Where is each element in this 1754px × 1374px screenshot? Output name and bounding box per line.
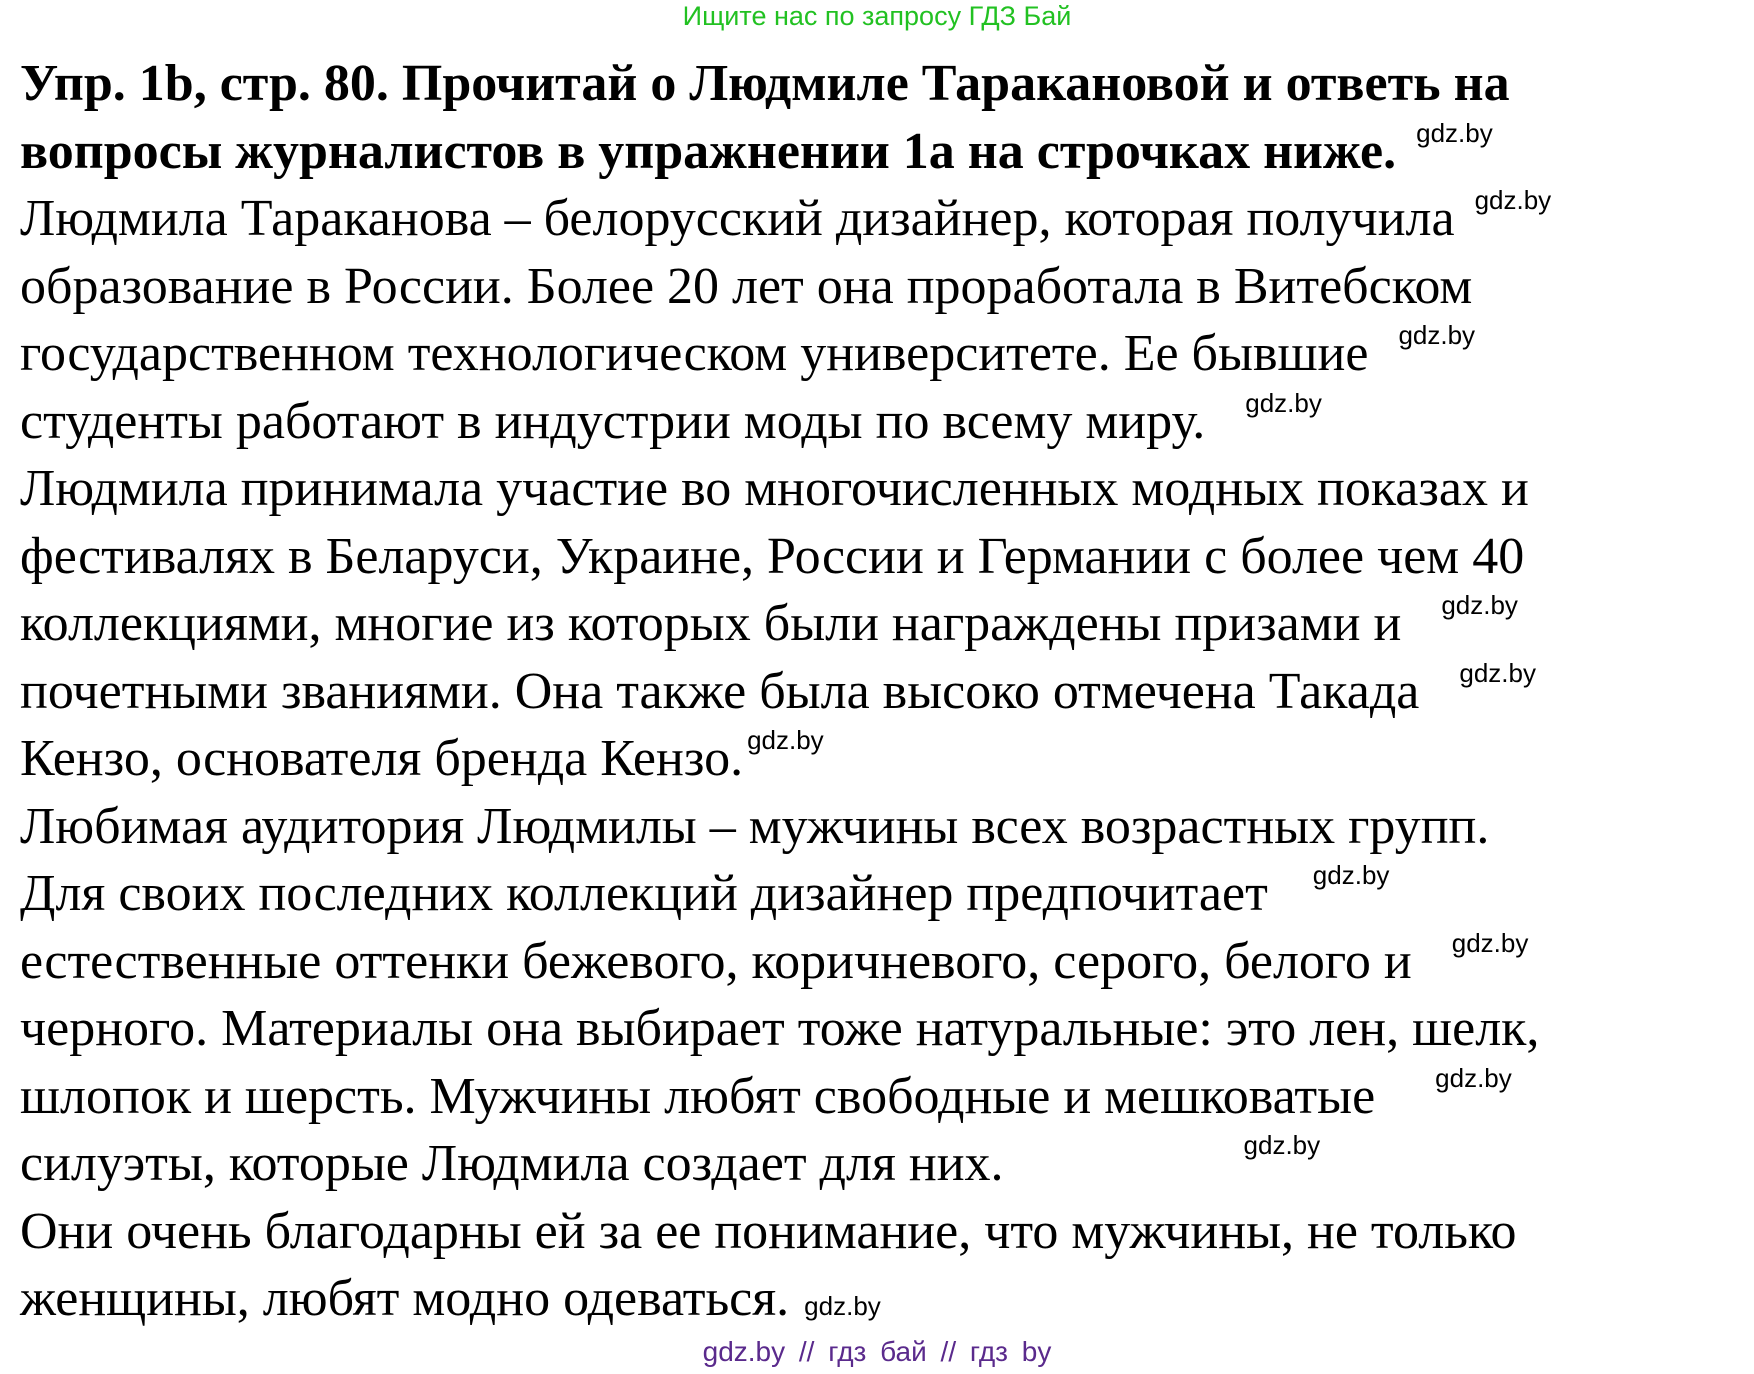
body-line (20, 860, 1389, 927)
body-line (20, 455, 1529, 522)
watermark: gdz.by (1435, 1062, 1512, 1093)
body-line (20, 253, 1472, 320)
body-line-text: черного. Материалы она выбирает тоже натуральные: это лен, шелк, (20, 1000, 1540, 1057)
body-line-text: фестивалях в Беларуси, Украине, России и Германии с более чем 40 (20, 527, 1525, 585)
body-line-text: почетными званиями. Она также была высоко отмечена Такада (20, 662, 1420, 720)
body-line (20, 590, 1518, 657)
body-line (20, 320, 1475, 387)
body-line (20, 658, 1536, 725)
body-line-text: образование в России. Более 20 лет она проработала в Витебском (20, 257, 1473, 315)
body-line-text: Людмила Тараканова – белорусский дизайнер, которая получила (20, 190, 1455, 247)
body-line-text: силуэты, которые Людмила создает для них. (20, 1135, 1004, 1192)
body-line-text: Они очень благодарны ей за ее понимание, что мужчины, не только (20, 1202, 1517, 1260)
watermark: gdz.by (1474, 185, 1552, 215)
body-line (20, 995, 1539, 1062)
body-line-text: студенты работают в индустрии моды по всему миру. (20, 392, 1206, 450)
watermark: gdz.by (1243, 1130, 1321, 1160)
body-line (20, 1063, 1512, 1130)
search-hint: Ищите нас по запросу ГДЗ Бай (682, 1, 1072, 31)
body-line-text: женщины, любят модно одеваться. (20, 1270, 790, 1327)
body-line (20, 185, 1551, 252)
heading-line (20, 50, 1510, 117)
watermark: gdz.by (804, 1291, 881, 1321)
body-line (20, 388, 1322, 455)
watermark: gdz.by (1398, 320, 1476, 350)
watermark: gdz.by (1245, 387, 1322, 418)
body-line (20, 1130, 1320, 1197)
heading-line-text: вопросы журналистов в упражнении 1a на строчках ниже. (20, 123, 1397, 180)
body-line-text: коллекциями, многие из которых были награждены призами и (20, 595, 1402, 652)
watermark: gdz.by (1416, 118, 1493, 148)
body-line-text: государственном технологическом университете. Ее бывшие (20, 325, 1369, 382)
body-line (20, 1198, 1517, 1265)
watermark: gdz.by (1459, 657, 1536, 688)
body-line (20, 725, 824, 792)
body-line-text: Для своих последних коллекций дизайнер предпочитает (20, 865, 1268, 922)
heading-line (20, 118, 1493, 185)
footer-links: gdz.by // гдз бай // гдз by (702, 1336, 1052, 1367)
body-line (20, 793, 1489, 860)
watermark: gdz.by (1451, 927, 1529, 958)
body-line-text: шлопок и шерсть. Мужчины любят свободные и мешковатые (20, 1067, 1376, 1125)
heading-line-text: Упр. 1b, стр. 80. Прочитай о Людмиле Таракановой и ответь на (20, 55, 1510, 112)
watermark: gdz.by (1441, 590, 1518, 620)
body-line-text: Любимая аудитория Людмилы – мужчины всех возрастных групп. (20, 797, 1490, 855)
body-line (20, 1265, 881, 1332)
body-line-text: естественные оттенки бежевого, коричневого, серого, белого и (20, 932, 1412, 990)
body-line (20, 523, 1524, 590)
watermark: gdz.by (1312, 860, 1390, 890)
body-line-text: Людмила принимала участие во многочисленных модных показах и (20, 460, 1529, 517)
watermark: gdz.by (747, 725, 824, 755)
body-line (20, 928, 1528, 995)
body-line-text: Кензо, основателя бренда Кензо. (20, 730, 744, 787)
